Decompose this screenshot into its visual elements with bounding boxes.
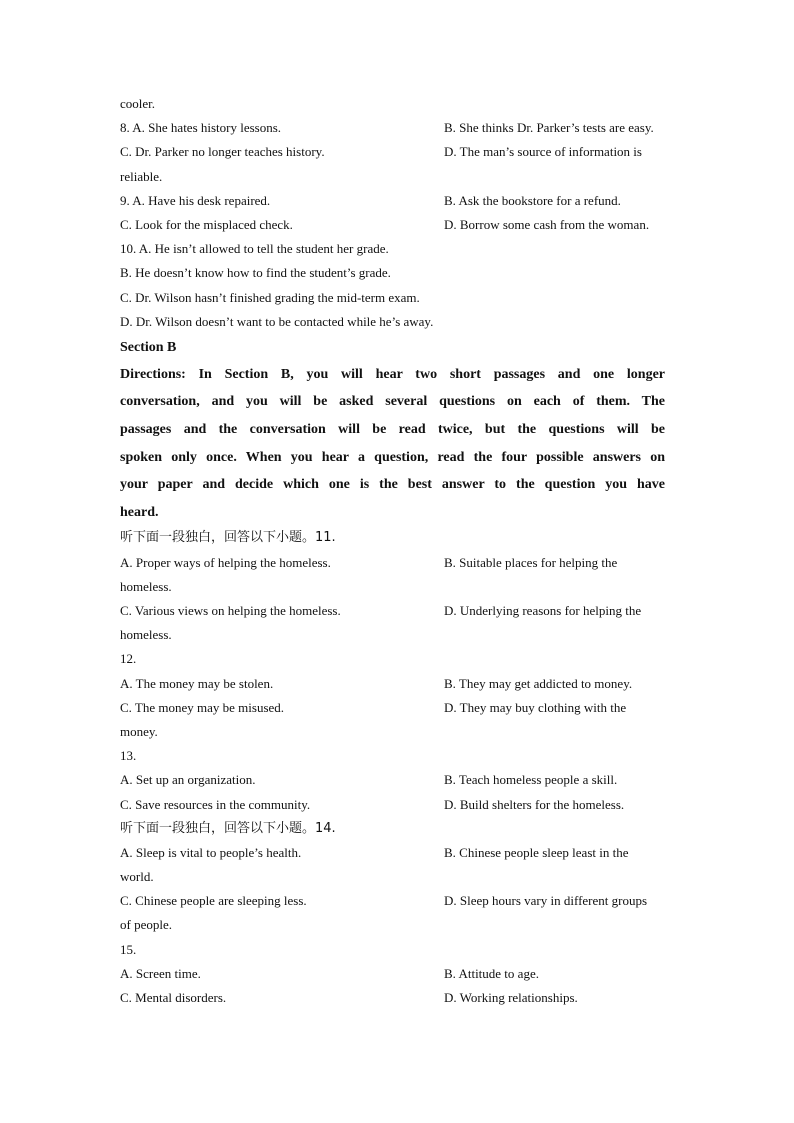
q10-option-a: 10. A. He isn’t allowed to tell the student her grade. <box>120 241 389 257</box>
q11-option-b-continued: homeless. <box>120 578 172 594</box>
question-13-row-2 <box>120 793 680 817</box>
q12-option-c: C. The money may be misused. <box>120 699 285 715</box>
exam-page <box>120 92 680 1010</box>
q12-number: 12. <box>120 651 137 667</box>
q10-option-d: D. Dr. Wilson doesn’t want to be contacted while he’s away. <box>120 313 434 329</box>
q12-option-d-continued: money. <box>120 723 158 739</box>
q13-option-a: A. Set up an organization. <box>120 772 256 788</box>
question-9-row-2 <box>120 213 680 237</box>
question-14-row-1 <box>120 841 680 865</box>
directions-line: your paper and decide which one is the best answer to the question you have <box>120 477 665 493</box>
question-11-row-1 <box>120 551 680 575</box>
q8-option-a: 8. A. She hates history lessons. <box>120 120 282 136</box>
question-13-row-1 <box>120 768 680 792</box>
question-9-row-1 <box>120 189 680 213</box>
directions-line: heard. <box>120 504 159 520</box>
q9-option-b: B. Ask the bookstore for a refund. <box>444 192 621 208</box>
question-15-row-2 <box>120 986 680 1010</box>
q12-option-b: B. They may get addicted to money. <box>444 675 633 691</box>
q10-option-b: B. He doesn’t know how to find the student’s grade. <box>120 265 391 281</box>
q9-option-c: C. Look for the misplaced check. <box>120 216 293 232</box>
q14-option-b: B. Chinese people sleep least in the <box>444 844 629 860</box>
q8-option-c: C. Dr. Parker no longer teaches history. <box>120 144 325 160</box>
q11-option-c: C. Various views on helping the homeless. <box>120 603 341 618</box>
q9-option-d: D. Borrow some cash from the woman. <box>444 216 650 232</box>
question-12-row-1 <box>120 672 680 696</box>
q14-option-c: C. Chinese people are sleeping less. <box>120 893 307 909</box>
q13-option-d: D. Build shelters for the homeless. <box>444 796 625 812</box>
question-14-row-2 <box>120 889 680 913</box>
section-b-directions <box>120 361 665 527</box>
q11-option-a: A. Proper ways of helping the homeless. <box>120 554 331 570</box>
section-b-title: Section B <box>120 339 177 355</box>
q15-option-b: B. Attitude to age. <box>444 965 539 981</box>
directions-line: passages and the conversation will be read twice, but the questions will be <box>120 422 665 438</box>
q11-option-d-continued: homeless. <box>120 627 172 643</box>
directions-line: conversation, and you will be asked several questions on each of them. The <box>120 394 665 410</box>
q11-option-d: D. Underlying reasons for helping the <box>444 603 642 618</box>
listening-prompt-2: 听下面一段独白，回答以下小题。14. <box>120 820 336 836</box>
q8-option-d: D. The man’s source of information is <box>444 144 642 160</box>
question-8-row-2 <box>120 140 680 164</box>
q12-option-a: A. The money may be stolen. <box>120 675 274 691</box>
q14-option-d-continued: of people. <box>120 917 172 933</box>
directions-line: spoken only once. When you hear a question, read the four possible answers on <box>120 449 665 465</box>
q8-option-d-continued: reliable. <box>120 168 163 184</box>
question-15-row-1 <box>120 962 680 986</box>
q8-option-b: B. She thinks Dr. Parker’s tests are easy. <box>444 120 654 136</box>
q14-option-b-continued: world. <box>120 869 154 885</box>
q13-number: 13. <box>120 748 137 764</box>
q12-option-d: D. They may buy clothing with the <box>444 699 627 715</box>
question-8-row-1 <box>120 116 680 140</box>
q9-option-a: 9. A. Have his desk repaired. <box>120 192 271 208</box>
question-11-row-2 <box>120 599 680 623</box>
q15-option-d: D. Working relationships. <box>444 990 578 1005</box>
q15-number: 15. <box>120 941 137 957</box>
directions-line: Directions: In Section B, you will hear two short passages and one longer <box>120 366 665 382</box>
q13-option-b: B. Teach homeless people a skill. <box>444 772 618 788</box>
question-12-row-2 <box>120 696 680 720</box>
text-fragment: cooler. <box>120 96 156 111</box>
q15-option-c: C. Mental disorders. <box>120 990 227 1005</box>
q14-option-a: A. Sleep is vital to people’s health. <box>120 844 302 860</box>
q13-option-c: C. Save resources in the community. <box>120 796 311 812</box>
q11-option-b: B. Suitable places for helping the <box>444 554 618 570</box>
q14-option-d: D. Sleep hours vary in different groups <box>444 893 648 909</box>
listening-prompt-1: 听下面一段独白，回答以下小题。11. <box>120 530 336 546</box>
q15-option-a: A. Screen time. <box>120 965 201 981</box>
q10-option-c: C. Dr. Wilson hasn’t finished grading the mid-term exam. <box>120 289 420 305</box>
